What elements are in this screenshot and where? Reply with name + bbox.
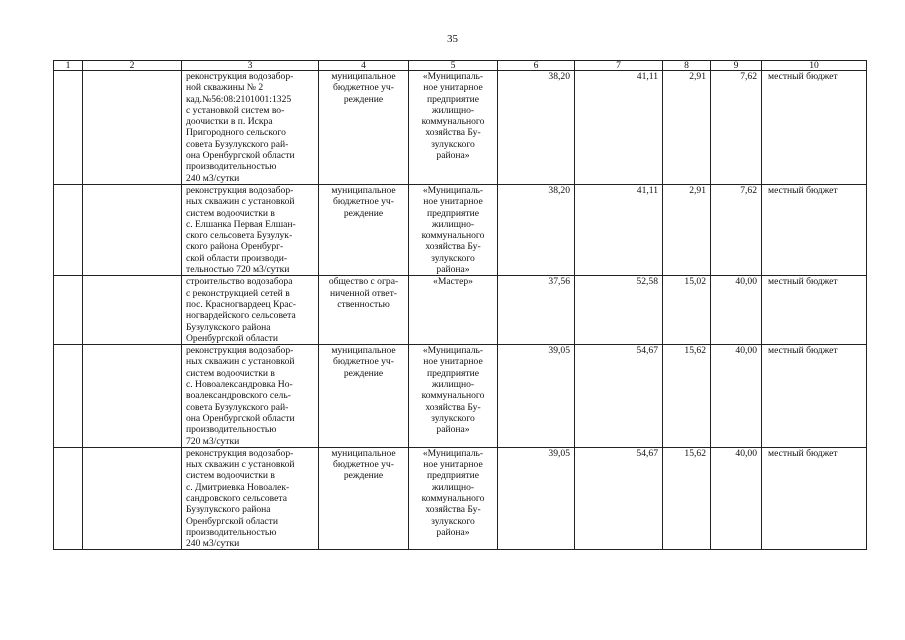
header-cell-5: 5 bbox=[409, 61, 498, 71]
cell-line: реждение bbox=[343, 93, 384, 105]
cell-line: жилищно- bbox=[431, 379, 475, 391]
cell-organization-form bbox=[319, 345, 409, 448]
cell-line: ных скважин с установкой bbox=[186, 459, 295, 471]
table-row bbox=[54, 71, 867, 185]
cell-line: с. Новоалександровка Но- bbox=[186, 379, 293, 391]
table-body bbox=[54, 71, 867, 550]
cell-line: коммунального bbox=[421, 116, 485, 128]
cell-line: ное унитарное bbox=[423, 356, 483, 368]
cell-funding-source: местный бюджет bbox=[762, 447, 867, 550]
cell-line: предприятие bbox=[426, 470, 479, 482]
cell-line: Оренбургской области bbox=[186, 332, 278, 344]
cell-line: ской области производи- bbox=[186, 252, 288, 264]
cell-funding-source: местный бюджет bbox=[762, 184, 867, 275]
cell-object-description bbox=[182, 345, 319, 448]
cell-line: воалександровского сель- bbox=[186, 390, 291, 402]
cell-line: муниципальное bbox=[331, 447, 396, 459]
cell-line: ногвардейского сельсовета bbox=[186, 310, 296, 322]
cell-organization-name bbox=[409, 345, 498, 448]
cell-col-6: 37,56 bbox=[498, 276, 575, 345]
cell-line: ского района Оренбург- bbox=[186, 241, 284, 253]
header-cell-7: 7 bbox=[575, 61, 663, 71]
cell-line: ниченной ответ- bbox=[330, 287, 397, 299]
cell-line: жилищно- bbox=[431, 481, 475, 493]
cell-col-6: 38,20 bbox=[498, 184, 575, 275]
cell-line: пос. Красногвардеец Крас- bbox=[186, 298, 296, 310]
cell-line: ное унитарное bbox=[423, 459, 483, 471]
cell-organization-form bbox=[319, 71, 409, 185]
cell-col-6: 38,20 bbox=[498, 71, 575, 185]
cell-col-2 bbox=[83, 276, 182, 345]
cell-col-1 bbox=[54, 71, 83, 185]
cell-line: зулукского bbox=[431, 138, 475, 150]
cell-line: муниципальное bbox=[331, 71, 396, 82]
cell-line: ное унитарное bbox=[423, 82, 483, 94]
cell-line: района» bbox=[436, 264, 470, 276]
cell-line: реконструкция водозабор- bbox=[186, 184, 294, 196]
cell-funding-source: местный бюджет bbox=[762, 345, 867, 448]
cell-line: муниципальное bbox=[331, 345, 396, 357]
cell-line: производительностью bbox=[186, 161, 277, 173]
cell-line: «Мастер» bbox=[433, 276, 473, 288]
cell-line: систем водоочистки в bbox=[186, 470, 275, 482]
cell-line: с. Дмитриевка Новоалек- bbox=[186, 481, 290, 493]
cell-col-9: 40,00 bbox=[711, 447, 762, 550]
cell-line: «Муниципаль- bbox=[422, 447, 484, 459]
cell-line: «Муниципаль- bbox=[422, 71, 484, 82]
cell-line: тельностью 720 м3/сутки bbox=[186, 264, 290, 276]
cell-col-1 bbox=[54, 447, 83, 550]
cell-line: 240 м3/сутки bbox=[186, 172, 240, 184]
header-cell-1: 1 bbox=[54, 61, 83, 71]
cell-line: с реконструкцией сетей в bbox=[186, 287, 290, 299]
header-cell-3: 3 bbox=[182, 61, 319, 71]
cell-organization-name bbox=[409, 184, 498, 275]
cell-line: 240 м3/сутки bbox=[186, 538, 240, 550]
cell-line: 720 м3/сутки bbox=[186, 435, 240, 447]
header-cell-9: 9 bbox=[711, 61, 762, 71]
cell-line: с установкой систем во- bbox=[186, 104, 285, 116]
cell-line: ных скважин с установкой bbox=[186, 196, 295, 208]
cell-col-8: 2,91 bbox=[663, 71, 711, 185]
table-row bbox=[54, 447, 867, 550]
header-cell-4: 4 bbox=[319, 61, 409, 71]
cell-col-6: 39,05 bbox=[498, 345, 575, 448]
cell-organization-form bbox=[319, 276, 409, 345]
cell-line: коммунального bbox=[421, 390, 485, 402]
cell-object-description bbox=[182, 276, 319, 345]
cell-line: ственностью bbox=[337, 298, 390, 310]
cell-line: бюджетное уч- bbox=[333, 356, 394, 368]
table-row bbox=[54, 276, 867, 345]
cell-organization-name bbox=[409, 447, 498, 550]
table-row bbox=[54, 345, 867, 448]
cell-line: муниципальное bbox=[331, 184, 396, 196]
cell-organization-form bbox=[319, 184, 409, 275]
cell-col-1 bbox=[54, 345, 83, 448]
cell-line: с. Елшанка Первая Елшан- bbox=[186, 218, 296, 230]
cell-col-1 bbox=[54, 184, 83, 275]
cell-line: района» bbox=[436, 424, 470, 436]
cell-line: зулукского bbox=[431, 412, 475, 424]
cell-line: предприятие bbox=[426, 207, 479, 219]
investment-table bbox=[53, 60, 867, 550]
cell-line: района» bbox=[436, 526, 470, 538]
cell-line: совета Бузулукского рай- bbox=[186, 138, 289, 150]
cell-line: реждение bbox=[343, 367, 384, 379]
cell-col-7: 41,11 bbox=[575, 184, 663, 275]
cell-col-8: 15,62 bbox=[663, 447, 711, 550]
cell-col-2 bbox=[83, 345, 182, 448]
cell-line: кад.№56:08:2101001:1325 bbox=[186, 93, 292, 105]
cell-col-7: 41,11 bbox=[575, 71, 663, 185]
cell-col-2 bbox=[83, 71, 182, 185]
cell-line: реконструкция водозабор- bbox=[186, 447, 294, 459]
header-cell-6: 6 bbox=[498, 61, 575, 71]
cell-col-8: 15,62 bbox=[663, 345, 711, 448]
cell-line: хозяйства Бу- bbox=[425, 504, 481, 516]
cell-line: района» bbox=[436, 150, 470, 162]
cell-line: Бузулукского района bbox=[186, 504, 271, 516]
cell-line: бюджетное уч- bbox=[333, 196, 394, 208]
cell-col-9: 7,62 bbox=[711, 71, 762, 185]
cell-organization-name bbox=[409, 71, 498, 185]
cell-line: Оренбургской области bbox=[186, 515, 278, 527]
header-cell-2: 2 bbox=[83, 61, 182, 71]
cell-line: хозяйства Бу- bbox=[425, 127, 481, 139]
cell-line: производительностью bbox=[186, 526, 277, 538]
cell-col-9: 7,62 bbox=[711, 184, 762, 275]
cell-col-7: 54,67 bbox=[575, 447, 663, 550]
cell-line: производительностью bbox=[186, 424, 277, 436]
cell-col-9: 40,00 bbox=[711, 345, 762, 448]
cell-organization-name bbox=[409, 276, 498, 345]
cell-col-7: 54,67 bbox=[575, 345, 663, 448]
cell-col-2 bbox=[83, 447, 182, 550]
cell-line: реконструкция водозабор- bbox=[186, 345, 294, 357]
cell-line: зулукского bbox=[431, 252, 475, 264]
cell-line: ной скважины № 2 bbox=[186, 82, 264, 94]
cell-line: «Муниципаль- bbox=[422, 345, 484, 357]
cell-line: предприятие bbox=[426, 367, 479, 379]
cell-object-description bbox=[182, 184, 319, 275]
cell-line: коммунального bbox=[421, 492, 485, 504]
header-cell-10: 10 bbox=[762, 61, 867, 71]
cell-col-1 bbox=[54, 276, 83, 345]
cell-line: доочистки в п. Искра bbox=[186, 116, 273, 128]
cell-line: она Оренбургской области bbox=[186, 150, 295, 162]
cell-col-8: 15,02 bbox=[663, 276, 711, 345]
cell-line: реждение bbox=[343, 470, 384, 482]
cell-funding-source: местный бюджет bbox=[762, 71, 867, 185]
cell-col-7: 52,58 bbox=[575, 276, 663, 345]
cell-line: бюджетное уч- bbox=[333, 459, 394, 471]
cell-line: бюджетное уч- bbox=[333, 82, 394, 94]
table-row bbox=[54, 184, 867, 275]
cell-object-description bbox=[182, 71, 319, 185]
cell-col-8: 2,91 bbox=[663, 184, 711, 275]
cell-line: предприятие bbox=[426, 93, 479, 105]
cell-col-6: 39,05 bbox=[498, 447, 575, 550]
page-number: 35 bbox=[447, 33, 458, 45]
cell-line: сандровского сельсовета bbox=[186, 492, 287, 504]
cell-line: жилищно- bbox=[431, 218, 475, 230]
header-row bbox=[54, 61, 867, 71]
cell-funding-source: местный бюджет bbox=[762, 276, 867, 345]
cell-line: она Оренбургской области bbox=[186, 412, 295, 424]
cell-line: общество с огра- bbox=[328, 276, 399, 288]
cell-line: хозяйства Бу- bbox=[425, 401, 481, 413]
cell-object-description bbox=[182, 447, 319, 550]
cell-line: систем водоочистки в bbox=[186, 207, 275, 219]
cell-line: Бузулукского района bbox=[186, 321, 271, 333]
cell-line: хозяйства Бу- bbox=[425, 241, 481, 253]
cell-line: коммунального bbox=[421, 230, 485, 242]
cell-line: реждение bbox=[343, 207, 384, 219]
cell-line: ных скважин с установкой bbox=[186, 356, 295, 368]
cell-line: систем водоочистки в bbox=[186, 367, 275, 379]
header-cell-8: 8 bbox=[663, 61, 711, 71]
cell-col-9: 40,00 bbox=[711, 276, 762, 345]
cell-line: совета Бузулукского рай- bbox=[186, 401, 289, 413]
cell-line: Пригородного сельского bbox=[186, 127, 286, 139]
cell-line: ского сельсовета Бузулук- bbox=[186, 230, 293, 242]
cell-line: строительство водозабора bbox=[186, 276, 293, 288]
cell-organization-form bbox=[319, 447, 409, 550]
cell-line: зулукского bbox=[431, 515, 475, 527]
cell-col-2 bbox=[83, 184, 182, 275]
cell-line: ное унитарное bbox=[423, 196, 483, 208]
cell-line: «Муниципаль- bbox=[422, 184, 484, 196]
cell-line: жилищно- bbox=[431, 104, 475, 116]
cell-line: реконструкция водозабор- bbox=[186, 71, 294, 82]
